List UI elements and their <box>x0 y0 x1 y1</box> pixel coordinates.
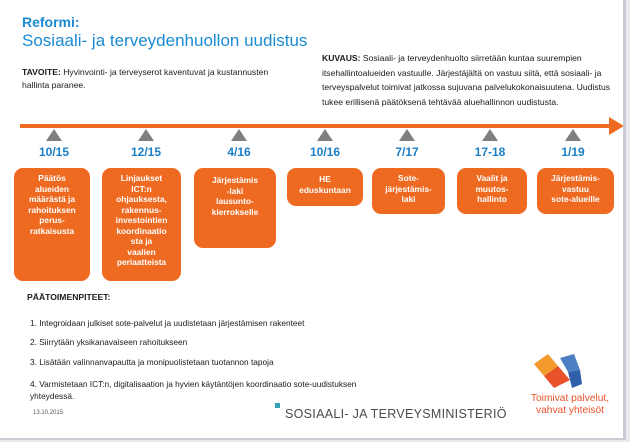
tavoite-label: TAVOITE: <box>22 67 61 77</box>
timeline-marker <box>138 129 154 141</box>
paatoimenpide-item: 2. Siirrytään yksikanavaiseen rahoitukseen <box>30 337 188 347</box>
timeline-date: 7/17 <box>395 145 419 159</box>
timeline-box: Linjaukset ICT:n ohjauksesta, rakennus- investointien koordinaatio sta ja vaalien periaatteista <box>102 168 181 281</box>
timeline-date: 4/16 <box>227 145 251 159</box>
timeline-marker <box>317 129 333 141</box>
timeline-box: Järjestämis -laki lausunto- kierrokselle <box>194 168 276 248</box>
timeline-marker <box>482 129 498 141</box>
timeline-marker <box>46 129 62 141</box>
ministry-mark-icon <box>275 403 280 408</box>
timeline-arrow <box>20 124 612 128</box>
timeline-marker <box>565 129 581 141</box>
paatoimenpiteet-title: PÄÄTOIMENPITEET: <box>27 292 111 302</box>
timeline-box: Vaalit ja muutos- hallinto <box>457 168 527 214</box>
kuvaus-label: KUVAUS: <box>322 53 361 63</box>
paatoimenpide-item: 1. Integroidaan julkiset sote-palvelut ja uudistetaan järjestämisen rakenteet <box>30 318 305 328</box>
timeline-box: Päätös alueiden määrästä ja rahoituksen perus- ratkaisusta <box>14 168 90 281</box>
ministry-name: SOSIAALI- JA TERVEYSMINISTERIÖ <box>285 407 507 421</box>
timeline-date: 17-18 <box>474 145 506 159</box>
timeline-box: Järjestämis- vastuu sote-alueille <box>537 168 614 214</box>
timeline-date: 10/16 <box>309 145 341 159</box>
timeline-marker <box>399 129 415 141</box>
footer-date: 13.10.2015 <box>33 410 64 416</box>
timeline-date: 10/15 <box>38 145 70 159</box>
timeline-box: Sote- järjestämis- laki <box>372 168 445 214</box>
timeline-date: 12/15 <box>130 145 162 159</box>
tagline-line2: vahvat yhteisöt <box>536 405 604 416</box>
tagline <box>520 393 620 417</box>
ministry-logo-icon <box>530 352 585 394</box>
tavoite-body: Hyvinvointi- ja terveyserot kaventuvat ja kustannusten hallinta paranee. <box>22 67 269 90</box>
timeline-date: 1/19 <box>561 145 585 159</box>
kuvaus-text <box>322 51 612 109</box>
paatoimenpide-item: 4. Varmistetaan ICT:n, digitalisaation ja hyvien käytäntöjen koordinaatio sote-uudistuksen yhteydessä. <box>30 379 357 401</box>
timeline-box: HE eduskuntaan <box>287 168 363 206</box>
timeline-arrowhead <box>609 117 624 135</box>
paatoimenpide-item: 3. Lisätään valinnanvapautta ja monipuolistetaan tuotannon tapoja <box>30 357 274 367</box>
timeline-marker <box>231 129 247 141</box>
tagline-line1: Toimivat palvelut, <box>530 393 610 404</box>
slide-subtitle: Sosiaali- ja terveydenhuollon uudistus <box>22 31 308 50</box>
slide-title: Reformi: <box>22 14 80 30</box>
tavoite-text <box>22 66 290 91</box>
kuvaus-body: Sosiaali- ja terveydenhuolto siirretään kuntaa suurempien itsehallintoalueiden vastuulle. Järjestäjältä on vastuu siitä, että sosiaali- ja terveyspalvelut toimivat jatkossa sujuvana palvelukokonaisuutena. Uudistus tukee erillisenä päätöksenä tehtävää aluehallinnon uudistusta. <box>322 53 611 107</box>
